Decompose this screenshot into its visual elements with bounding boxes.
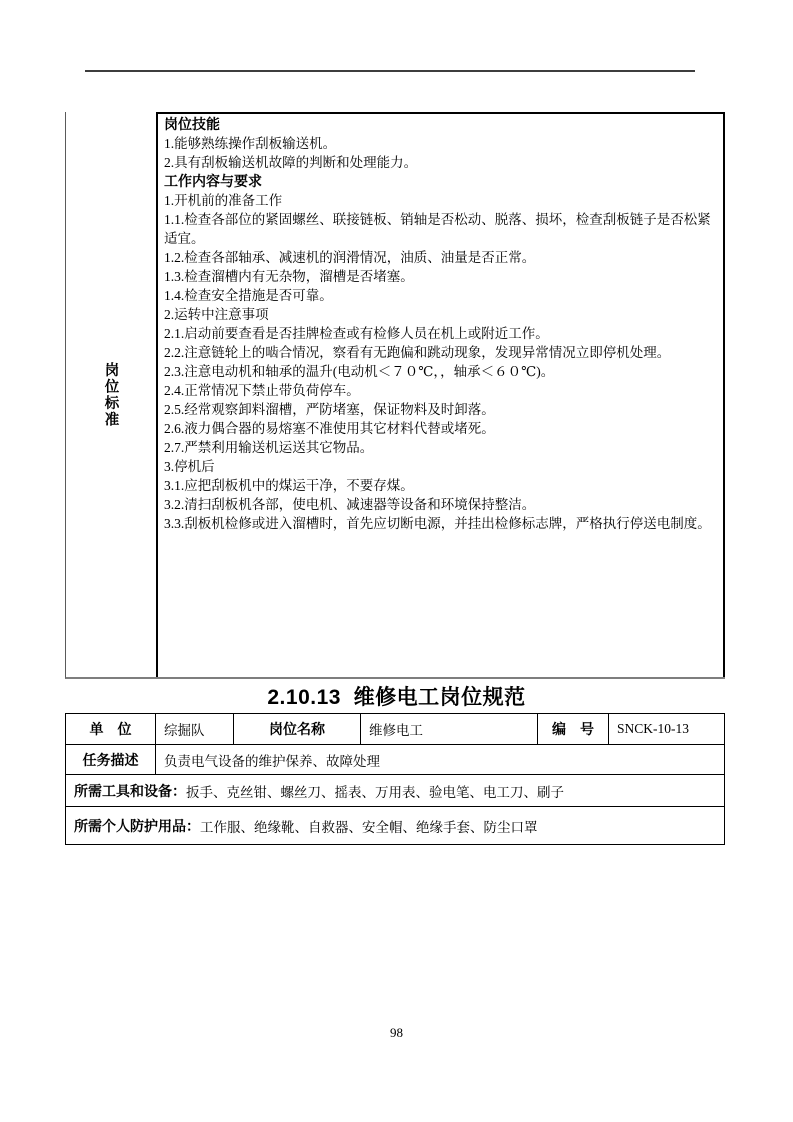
post-standard-vertical-label: 岗位标准 (102, 361, 119, 428)
standard-line: 1.2.检查各部轴承、减速机的润滑情况，油质、油量是否正常。 (164, 250, 536, 265)
standard-line: 2.1.启动前要查看是否挂牌检查或有检修人员在机上或附近工作。 (164, 326, 549, 341)
ppe-value: 工作服、绝缘靴、自救器、安全帽、绝缘手套、防尘口罩 (200, 819, 538, 835)
tools-label: 所需工具和设备： (74, 782, 186, 799)
post-name-label-cell: 岗位名称 (234, 714, 361, 744)
standard-line: 3.1.应把刮板机中的煤运干净，不要存煤。 (164, 478, 414, 493)
standard-line: 2.具有刮板输送机故障的判断和处理能力。 (164, 155, 418, 170)
task-description-value-cell: 负责电气设备的维护保养、故障处理 (164, 753, 380, 769)
standard-line: 1.3.检查溜槽内有无杂物，溜槽是否堵塞。 (164, 269, 414, 284)
post-standard-table (65, 112, 725, 679)
unit-label-cell: 单 位 (66, 714, 156, 744)
standard-line: 3.2.清扫刮板机各部，使电机、减速器等设备和环境保持整洁。 (164, 497, 536, 512)
standard-line: 2.3.注意电动机和轴承的温升(电动机＜７０℃，，轴承＜６０℃)。 (164, 364, 555, 379)
standard-line: 1.1.检查各部位的紧固螺丝、联接链板、销轴是否松动、脱落、损坏，检查刮板链子是否松紧适宜。 (164, 212, 711, 246)
standard-line: 1.开机前的准备工作 (164, 193, 283, 208)
standard-line: 岗位技能 (164, 116, 220, 132)
tools-value: 扳手、克丝钳、螺丝刀、摇表、万用表、验电笔、电工刀、刷子 (186, 784, 564, 800)
section-title: 2.10.13 维修电工岗位规范 (267, 686, 526, 709)
job-spec-table (65, 713, 725, 845)
standard-line: 2.4.正常情况下禁止带负荷停车。 (164, 383, 360, 398)
tools-cell (66, 775, 564, 806)
standard-line: 1.能够熟练操作刮板输送机。 (164, 136, 337, 151)
standard-line: 2.2.注意链轮上的啮合情况，察看有无跑偏和跳动现象，发现异常情况立即停机处理。 (164, 345, 671, 360)
ppe-label: 所需个人防护用品： (74, 817, 200, 834)
standard-line: 3.停机后 (164, 459, 215, 474)
standard-line: 2.运转中注意事项 (164, 307, 269, 322)
unit-value-cell: 综掘队 (156, 714, 234, 744)
post-standard-content-cell (156, 112, 725, 677)
standard-line: 2.6.液力偶合器的易熔塞不准使用其它材料代替或堵死。 (164, 421, 495, 436)
standard-line: 2.5.经常观察卸料溜槽，严防堵塞，保证物料及时卸落。 (164, 402, 495, 417)
standard-line: 2.7.严禁利用输送机运送其它物品。 (164, 440, 374, 455)
row-header-post-standard (66, 112, 156, 677)
table-row-tools (66, 775, 724, 807)
page-number: 98 (390, 1025, 403, 1040)
table-row-unit (66, 714, 724, 745)
code-label-cell: 编 号 (538, 714, 609, 744)
standard-line: 1.4.检查安全措施是否可靠。 (164, 288, 333, 303)
standard-line: 3.3.刮板机检修或进入溜槽时，首先应切断电源，并挂出检修标志牌，严格执行停送电制度。 (164, 516, 711, 531)
table-row-ppe (66, 807, 724, 844)
task-description-label-cell: 任务描述 (66, 745, 156, 774)
post-name-value-cell: 维修电工 (361, 714, 538, 744)
ppe-cell (66, 807, 538, 844)
standard-line: 工作内容与要求 (164, 173, 262, 189)
code-value-cell: SNCK-10-13 (617, 721, 690, 736)
header-divider-rule (85, 70, 695, 72)
table-row-task-description (66, 745, 724, 775)
